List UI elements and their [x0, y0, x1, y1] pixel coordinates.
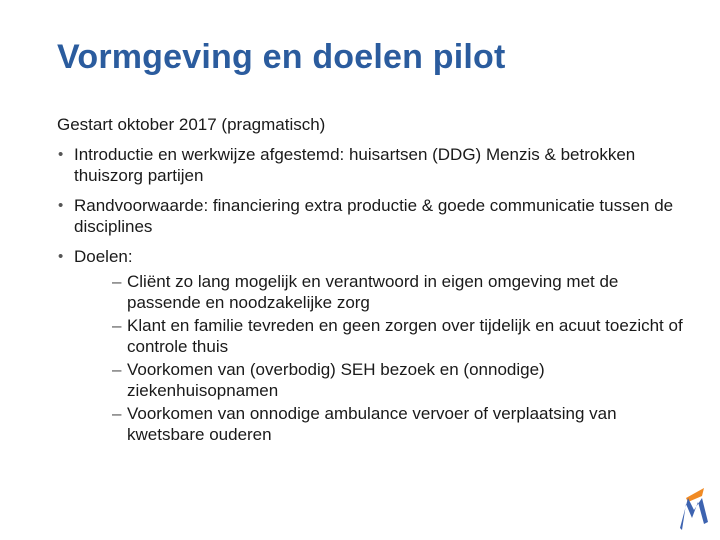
doelen-sublist [74, 271, 687, 445]
bullet-icon: • [58, 146, 64, 163]
bullet-list [57, 144, 687, 445]
dash-icon: – [112, 272, 122, 291]
doel-text: Klant en familie tevreden en geen zorgen over tijdelijk en acuut toezicht of controle thuis [127, 316, 683, 356]
bullet-icon: • [58, 248, 64, 265]
doel-text: Voorkomen van onnodige ambulance vervoer of verplaatsing van kwetsbare ouderen [127, 404, 617, 444]
dash-icon: – [112, 360, 122, 379]
bullet-item-doelen [57, 246, 687, 445]
bullet-item-randvoorwaarde [57, 195, 687, 237]
slide-content [57, 114, 687, 454]
bullet-item-introductie [57, 144, 687, 186]
bullet-text: Doelen: [74, 247, 133, 266]
dash-icon: – [112, 404, 122, 423]
doel-item [112, 315, 687, 357]
doel-item [112, 271, 687, 313]
dash-icon: – [112, 316, 122, 335]
bullet-text: Introductie en werkwijze afgestemd: huisartsen (DDG) Menzis & betrokken thuiszorg partijen [74, 145, 636, 185]
intro-text: Gestart oktober 2017 (pragmatisch) [57, 115, 326, 134]
bullet-text: Randvoorwaarde: financiering extra productie & goede communicatie tussen de disciplines [74, 196, 674, 236]
doel-text: Voorkomen van (overbodig) SEH bezoek en (onnodige) ziekenhuisopnamen [127, 360, 545, 400]
bullet-icon: • [58, 197, 64, 214]
doel-item [112, 359, 687, 401]
doel-text: Cliënt zo lang mogelijk en verantwoord in eigen omgeving met de passende en noodzakelijke zorg [127, 272, 619, 312]
slide-title: Vormgeving en doelen pilot [57, 38, 506, 76]
organization-logo-icon [678, 488, 712, 532]
doel-item [112, 403, 687, 445]
